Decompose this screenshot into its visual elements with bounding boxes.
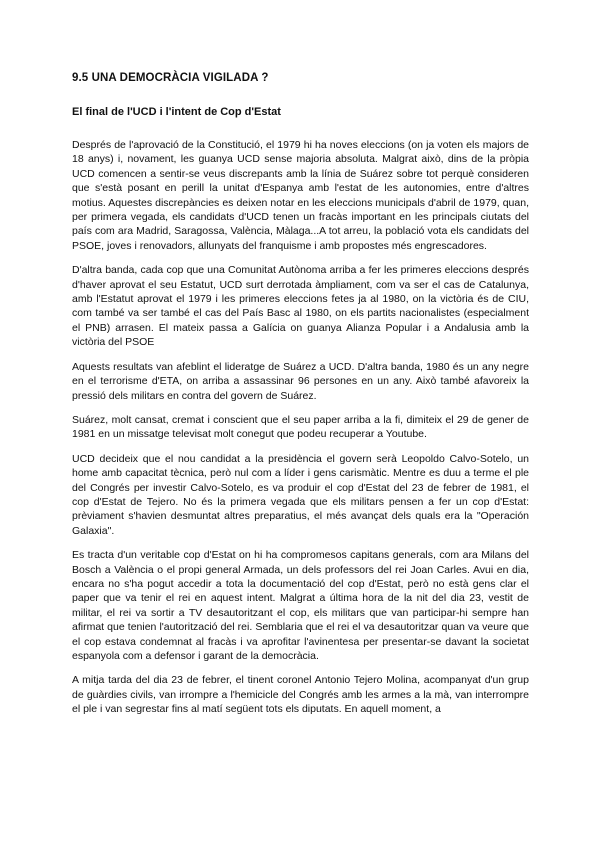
page-content: [72, 72, 529, 727]
paragraph-tejero-assault: A mitja tarda del dia 23 de febrer, el tinent coronel Antonio Tejero Molina, acompanyat d'un grup de guàrdies civils, van irrompre a l'hemicicle del Congrés amb les armes a la mà, van interrompre el ple i van segrestar fins al matí següent tots els diputats. En aquell moment, a: [72, 674, 529, 716]
paragraph-calvo-sotelo: UCD decideix que el nou candidat a la presidència el govern serà Leopoldo Calvo-Sotelo, un home amb capacitat tècnica, però nul com a líder i gens carismàtic. Mentre es duu a terme el ple del Congrés per investir Calvo-Sotelo, es va produir el cop d'Estat del 23 de febrer de 1981, el cop d'Estat de Tejero. No és la primera vegada que els militars pensen a fer un cop d'Estat: prèviament s'havien desmuntat altres preparatius, el més avançat dels quals era la "Operación Galaxia".: [72, 452, 529, 537]
paragraph-suarez-resignation: Suárez, molt cansat, cremat i conscient que el seu paper arriba a la fi, dimiteix el 29 de gener de 1981 en un missatge televisat molt conegut que podeu recuperar a Youtube.: [72, 413, 529, 441]
section-title: 9.5 UNA DEMOCRÀCIA VIGILADA ?: [72, 72, 269, 84]
subsection-title: El final de l'UCD i l'intent de Cop d'Estat: [72, 106, 281, 118]
paragraph-coup-analysis: Es tracta d'un veritable cop d'Estat on hi ha compromesos capitans generals, com ara Milans del Bosch a València o el propi general Armada, un dels professors del rei Joan Carles. Avui en dia, encara no s'ha pogut accedir a tota la documentació del cop d'Estat, però no està gens clar el paper que va tenir el rei en aquest intent. Malgrat a última hora de la nit del dia 23, vestit de militar, el rei va sortir a TV desautoritzant el cop, els militars que van participar-hi sempre han afirmat que tenien l'autorització del rei. Semblaria que el rei el va desautoritzar quan va veure que el cop estava condemnat al fracàs i va aprofitar l'avinentesa per presentar-se davant la societat espanyola com a defensor i garant de la democràcia.: [72, 549, 529, 662]
paragraph-autonomous-elections: D'altra banda, cada cop que una Comunitat Autònoma arriba a fer les primeres eleccions després d'haver aprovat el seu Estatut, UCD surt derrotada àmpliament, com va ser el cas de Catalunya, amb l'Estatut aprovat el 1979 i les primeres eleccions fetes ja al 1980, on la victòria és de CIU, com també va ser també el cas del País Basc al 1980, on els partits nacionalistes (especialment el PNB) arrasen. El mateix passa a Galícia on guanya Alianza Popular i a Andalusia amb la victòria del PSOE: [72, 264, 529, 349]
paragraph-elections-1979: Després de l'aprovació de la Constitució, el 1979 hi ha noves eleccions (on ja voten els majors de 18 anys) i, novament, les guanya UCD sense majoria absoluta. Malgrat això, dins de la pròpia UCD comencen a sentir-se veus discrepants amb la línia de Suárez sobre tot perquè consideren que s'està posant en perill la unitat d'Espanya amb l'estat de les autonomies, entre d'altres motius. Aquestes discrepàncies es deixen notar en les eleccions municipals d'abril de 1979, quan, per primera vegada, els candidats d'UCD tenen un fracàs important en les principals ciutats del país com ara Madrid, Saragossa, València, Màlaga...A tot arreu, la població vota els candidats del PSOE, joves i renovadors, allunyats del franquisme i amb propostes més engrescadores.: [72, 139, 529, 252]
paragraph-suarez-weakening: Aquests resultats van afeblint el lideratge de Suárez a UCD. D'altra banda, 1980 és un any negre en el terrorisme d'ETA, on arriba a assassinar 96 persones en un any. Això també afavoreix la pressió dels militars en contra del govern de Suárez.: [72, 360, 529, 402]
